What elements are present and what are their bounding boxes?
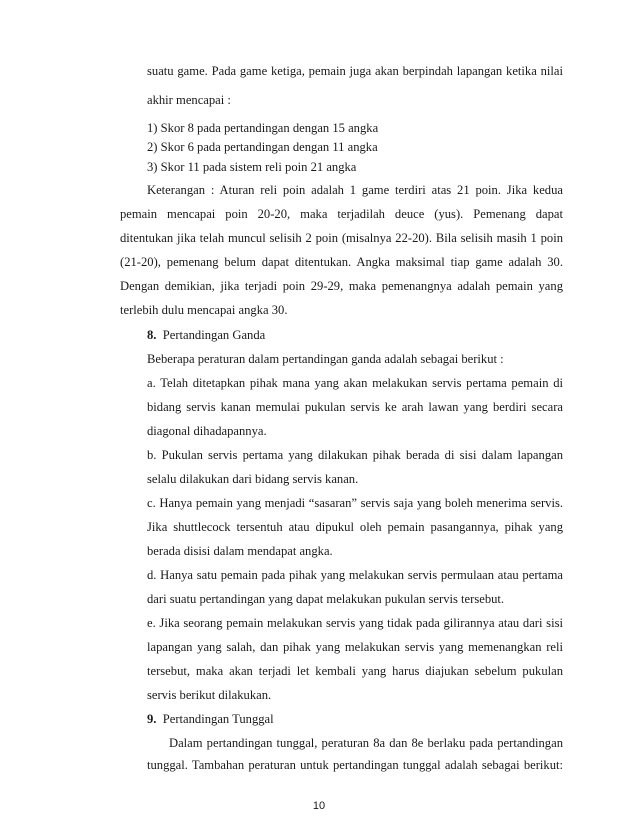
page-number: 10 xyxy=(312,800,326,812)
text-line: b. Pukulan servis pertama yang dilakukan pihak berada di sisi dalam lapangan xyxy=(147,448,563,462)
text-line: pemain mencapai poin 20-20, maka terjadilah deuce (yus). Pemenang dapat xyxy=(120,207,563,221)
text-line: Keterangan : Aturan reli poin adalah 1 game terdiri atas 21 poin. Jika kedua xyxy=(147,183,563,197)
list-item: 1) Skor 8 pada pertandingan dengan 15 angka xyxy=(147,121,379,135)
heading-title: Pertandingan Tunggal xyxy=(162,712,274,726)
section-heading-8 xyxy=(147,327,563,343)
text-line: servis berikut dilakukan. xyxy=(147,688,272,702)
text-line: (21-20), pemenang belum dapat ditentukan. Angka maksimal tiap game adalah 30. xyxy=(120,255,563,269)
text-line: bidang servis kanan memulai pukulan servis ke arah lawan yang berdiri secara xyxy=(147,400,563,414)
text-line: terlebih dulu mencapai angka 30. xyxy=(120,303,288,317)
text-line: dari suatu pertandingan yang dapat melakukan pukulan servis tersebut. xyxy=(147,592,505,606)
text-line: e. Jika seorang pemain melakukan servis yang tidak pada gilirannya atau dari sisi xyxy=(147,616,563,630)
text-line: tersebut, maka akan terjadi let kembali yang harus diajukan sebelum pukulan xyxy=(147,664,563,678)
text-line: c. Hanya pemain yang menjadi “sasaran” servis saja yang boleh menerima servis. xyxy=(147,496,563,510)
text-line: suatu game. Pada game ketiga, pemain juga akan berpindah lapangan ketika nilai xyxy=(147,64,563,78)
section-heading-9 xyxy=(147,711,563,727)
text-line: lapangan yang salah, dan pihak yang melakukan servis yang memenangkan reli xyxy=(147,640,563,654)
text-line: d. Hanya satu pemain pada pihak yang melakukan servis permulaan atau pertama xyxy=(147,568,563,582)
text-line: Jika shuttlecock tersentuh atau dipukul oleh pemain pasangannya, pihak yang xyxy=(147,520,563,534)
text-line: Dalam pertandingan tunggal, peraturan 8a dan 8e berlaku pada pertandingan xyxy=(169,736,563,750)
heading-number: 9. xyxy=(147,712,157,726)
text-line: tunggal. Tambahan peraturan untuk pertandingan tunggal adalah sebagai berikut: xyxy=(147,758,563,772)
list-item: 2) Skor 6 pada pertandingan dengan 11 angka xyxy=(147,140,378,154)
text-line: ditentukan jika telah muncul selisih 2 poin (misalnya 22-20). Bila selisih masih 1 poin xyxy=(120,231,563,245)
text-line: akhir mencapai : xyxy=(147,93,231,107)
text-line: Dengan demikian, jika terjadi poin 29-29, maka pemenangnya adalah pemain yang xyxy=(120,279,563,293)
text-line: Beberapa peraturan dalam pertandingan ganda adalah sebagai berikut : xyxy=(147,352,504,366)
heading-number: 8. xyxy=(147,328,157,342)
text-line: berada disisi dalam mendapat angka. xyxy=(147,544,333,558)
text-line: diagonal dihadapannya. xyxy=(147,424,267,438)
text-line: a. Telah ditetapkan pihak mana yang akan melakukan servis pertama pemain di xyxy=(147,376,563,390)
text-line: selalu dilakukan dari bidang servis kanan. xyxy=(147,472,359,486)
heading-title: Pertandingan Ganda xyxy=(162,328,266,342)
list-item: 3) Skor 11 pada sistem reli poin 21 angka xyxy=(147,160,357,174)
